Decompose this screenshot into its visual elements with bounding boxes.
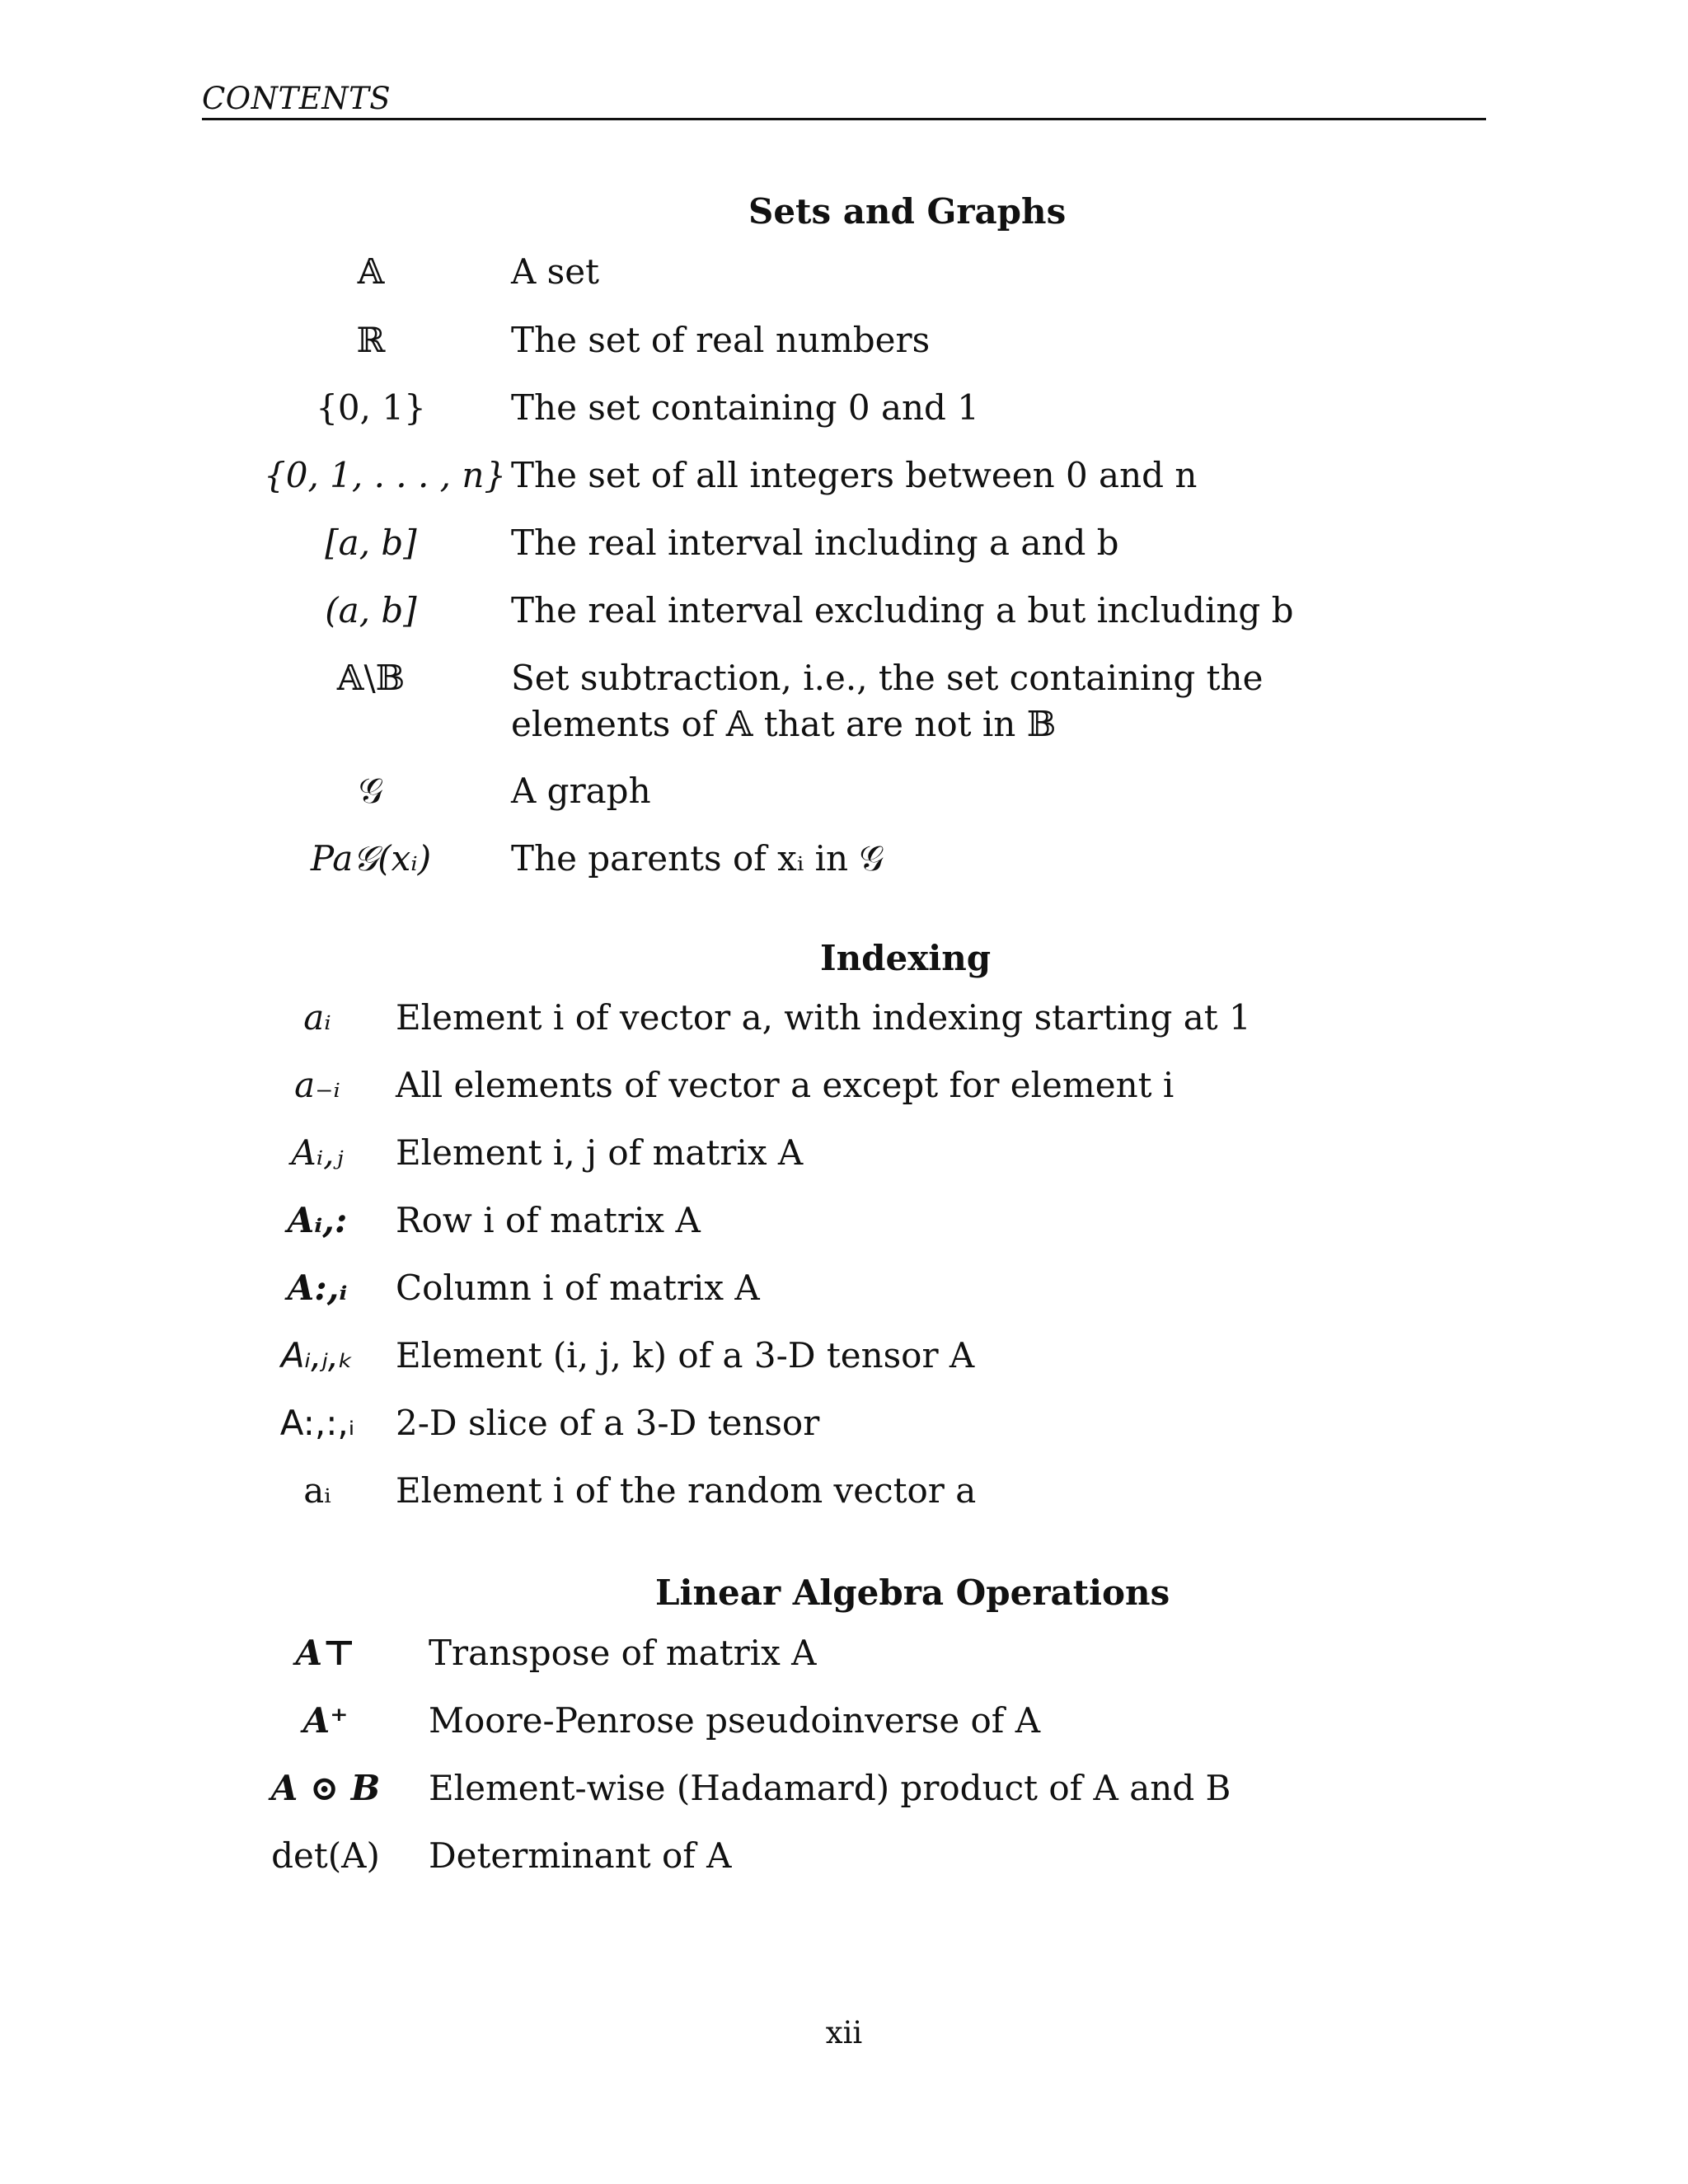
table-row (264, 655, 1311, 748)
notation-symbol: A⁺ (302, 1700, 349, 1741)
notation-description: Element i of the random vector a (396, 1470, 977, 1511)
section-title-sets-and-graphs: Sets and Graphs (748, 191, 1067, 232)
table-row (264, 995, 1302, 1041)
notation-symbol: Aᵢ,ⱼ (291, 1132, 344, 1173)
table-row (264, 317, 1311, 363)
table-row (264, 452, 1311, 499)
running-header: CONTENTS (202, 81, 392, 116)
notation-description: 2-D slice of a 3-D tensor (396, 1403, 820, 1443)
table-row (264, 1400, 1302, 1446)
notation-description: Row i of matrix A (396, 1200, 701, 1240)
table-row (264, 588, 1311, 634)
notation-symbol: {0, 1} (316, 387, 426, 428)
notation-description: The real interval excluding a but including b (511, 590, 1294, 630)
notation-symbol: ℝ (356, 320, 386, 360)
table-row (264, 1130, 1302, 1176)
notation-symbol: Pa𝒢(xᵢ) (310, 838, 432, 879)
table-row (264, 836, 1311, 882)
header-rule (202, 118, 1486, 120)
notation-symbol: {0, 1, . . . , n} (264, 455, 507, 495)
table-row (264, 385, 1311, 431)
notation-symbol: A:,ᵢ (287, 1268, 348, 1308)
notation-description: The parents of xᵢ in 𝒢 (511, 838, 884, 879)
notation-symbol: 𝔸 (357, 251, 385, 292)
page-number: xii (825, 2015, 863, 2050)
notation-symbol: a₋ᵢ (294, 1065, 340, 1105)
notation-description: Element (i, j, k) of a 3-D tensor A (396, 1335, 975, 1376)
notation-description: The real interval including a and b (511, 523, 1119, 563)
table-row (264, 249, 1311, 295)
notation-description: Transpose of matrix A (429, 1633, 817, 1673)
notation-description: All elements of vector a except for element i (396, 1065, 1175, 1105)
notation-symbol: aᵢ (303, 1470, 331, 1511)
notation-symbol: aᵢ (303, 997, 331, 1038)
notation-description: The set of real numbers (511, 320, 931, 360)
notation-symbol: det(A) (271, 1835, 380, 1876)
notation-symbol: (a, b] (325, 590, 417, 630)
table-row (264, 768, 1311, 814)
table-row (264, 1698, 1335, 1744)
table-row (264, 1765, 1335, 1811)
notation-symbol: [a, b] (325, 523, 417, 563)
table-row (264, 1265, 1302, 1311)
notation-symbol: Aᵢ,ⱼ,ₖ (280, 1335, 354, 1376)
notation-description: Element i, j of matrix A (396, 1132, 804, 1173)
table-row (264, 1833, 1335, 1879)
notation-symbol: A ⊙ B (270, 1768, 381, 1808)
notation-description: Column i of matrix A (396, 1268, 760, 1308)
notation-symbol: A⊤ (295, 1633, 356, 1673)
table-row (264, 520, 1311, 566)
notation-symbol: Aᵢ,: (287, 1200, 348, 1240)
table-row (264, 1197, 1302, 1244)
notation-description: The set of all integers between 0 and n (511, 455, 1198, 495)
notation-symbol: 𝒢 (359, 771, 383, 811)
notation-description: A set (511, 251, 599, 292)
section-title-indexing: Indexing (820, 938, 992, 978)
notation-description: Element-wise (Hadamard) product of A and B (429, 1768, 1231, 1808)
table-row (264, 1062, 1302, 1108)
notation-description: The set containing 0 and 1 (511, 387, 980, 428)
notation-description: Set subtraction, i.e., the set containing the elements of 𝔸 that are not in 𝔹 (511, 658, 1264, 744)
section-title-linear-algebra-operations: Linear Algebra Operations (655, 1572, 1170, 1613)
table-row (264, 1333, 1302, 1379)
notation-symbol: A:,:,ᵢ (279, 1403, 355, 1443)
notation-description: Determinant of A (429, 1835, 732, 1876)
notation-description: Moore-Penrose pseudoinverse of A (429, 1700, 1041, 1741)
table-row (264, 1468, 1302, 1514)
notation-symbol: 𝔸\𝔹 (336, 658, 406, 698)
table-row (264, 1630, 1335, 1676)
notation-description: Element i of vector a, with indexing starting at 1 (396, 997, 1251, 1038)
notation-description: A graph (511, 771, 651, 811)
